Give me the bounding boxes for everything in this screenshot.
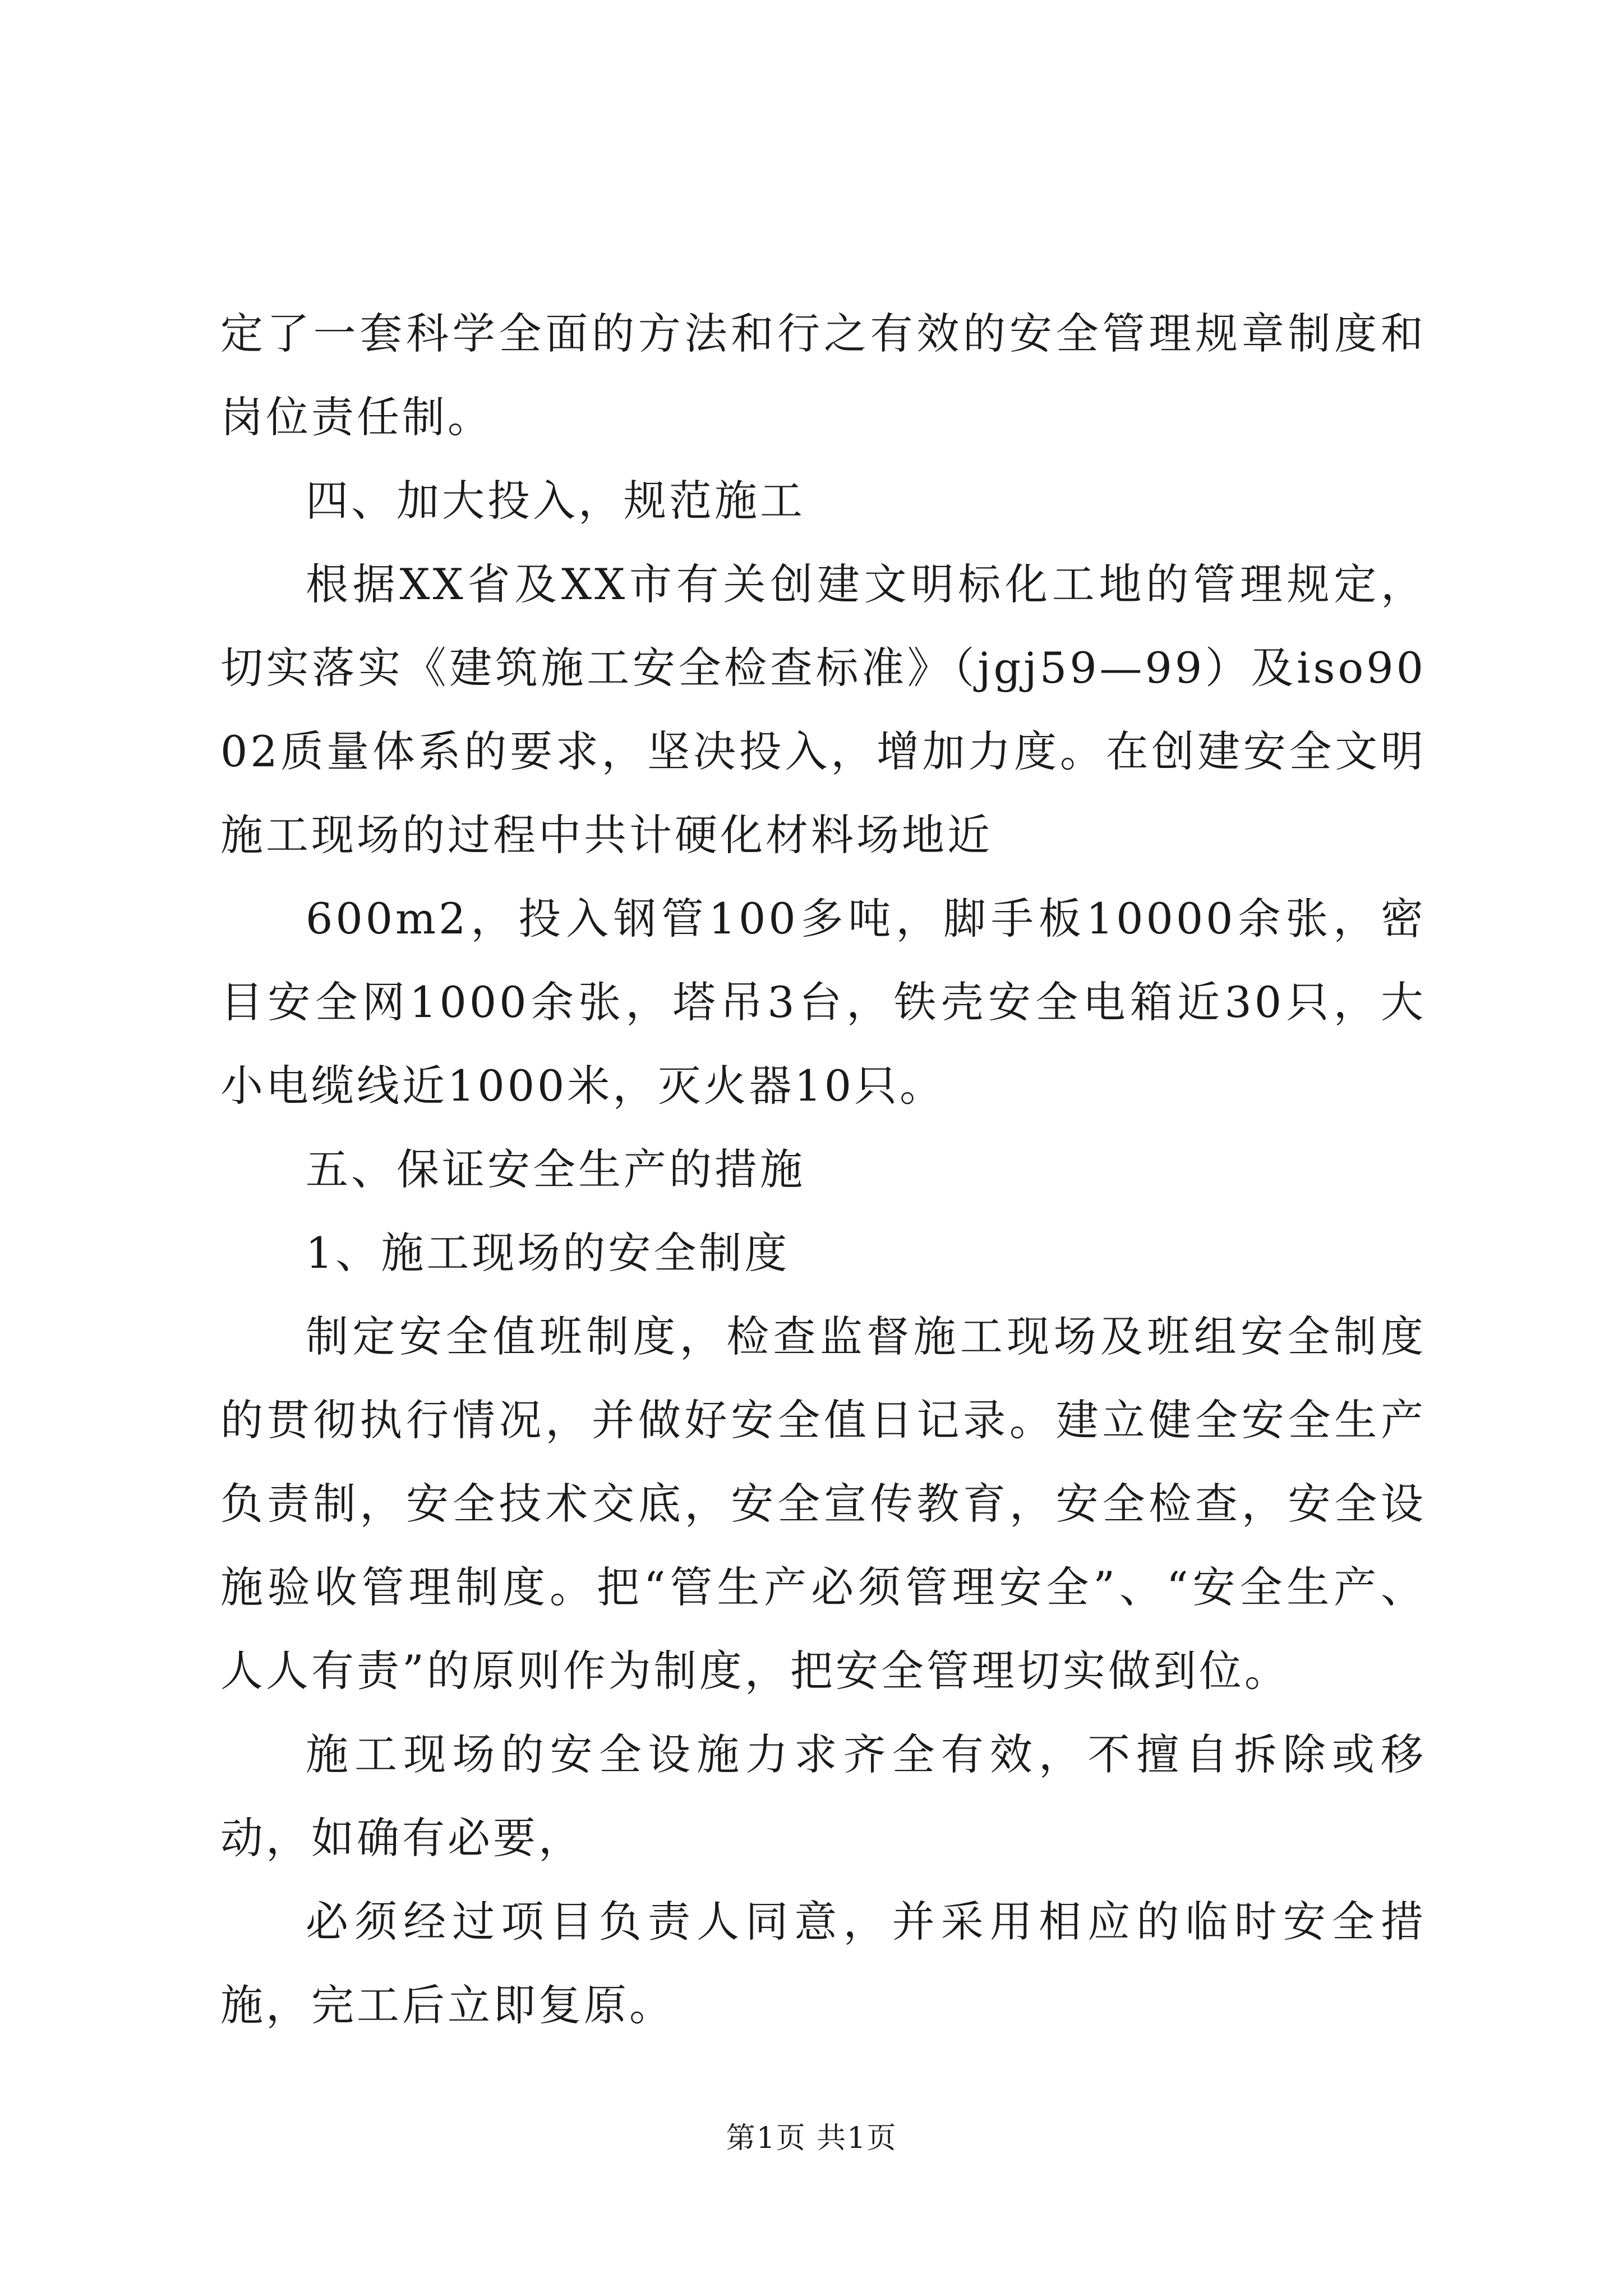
paragraph-continued: 定了一套科学全面的方法和行之有效的安全管理规章制度和岗位责任制。	[220, 309, 1426, 442]
paragraph: 根据XX省及XX市有关创建文明标化工地的管理规定，切实落实《建筑施工安全检查标准》（jgj59—99）及iso9002质量体系的要求，坚决投入，增加力度。在创建安全文明施工现场的过程中共计硬化材料场地近	[220, 559, 1426, 860]
section-heading-5: 五、保证安全生产的措施	[306, 1144, 805, 1194]
document-body	[220, 292, 1426, 2047]
page-footer: 第1页 共1页	[726, 2122, 897, 2155]
paragraph: 600m2，投入钢管100多吨，脚手板10000余张，密目安全网1000余张，塔吊3台，铁壳安全电箱近30只，大小电缆线近1000米，灭火器10只。	[220, 894, 1426, 1111]
paragraph: 制定安全值班制度，检查监督施工现场及班组安全制度的贯彻执行情况，并做好安全值日记录。建立健全安全生产负责制，安全技术交底，安全宣传教育，安全检查，安全设施验收管理制度。把“管生产必须管理安全”、“安全生产、人人有责”的原则作为制度，把安全管理切实做到位。	[220, 1312, 1426, 1696]
section-heading-4: 四、加大投入，规范施工	[306, 476, 805, 526]
subsection-heading-1: 1、施工现场的安全制度	[306, 1228, 790, 1278]
paragraph: 施工现场的安全设施力求齐全有效，不擅自拆除或移动，如确有必要，	[220, 1729, 1426, 1863]
paragraph: 必须经过项目负责人同意，并采用相应的临时安全措施，完工后立即复原。	[220, 1897, 1426, 2030]
